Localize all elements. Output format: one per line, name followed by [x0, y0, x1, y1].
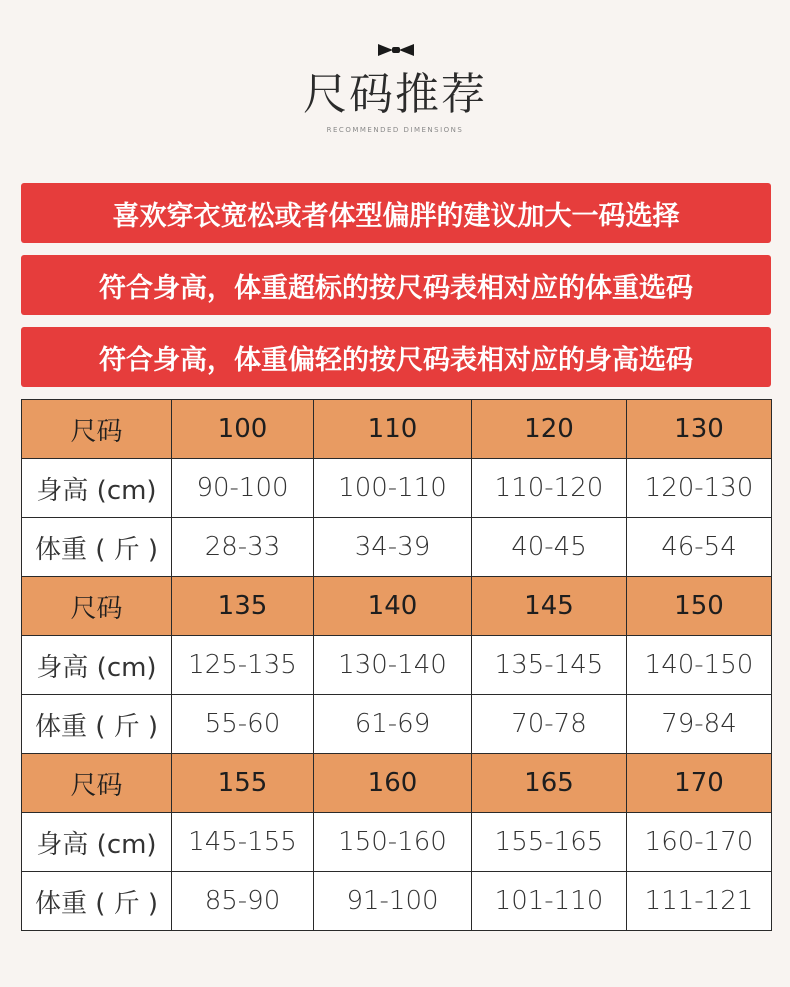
size-row-label: 尺码 [22, 754, 172, 813]
weight-row-label: 体重 ( 斤 ) [22, 518, 172, 577]
height-cell: 110-120 [472, 459, 627, 518]
tip-banner-underweight: 符合身高，体重偏轻的按尺码表相对应的身高选码 [21, 327, 771, 387]
weight-row-label: 体重 ( 斤 ) [22, 695, 172, 754]
size-cell: 165 [472, 754, 627, 813]
size-row-label: 尺码 [22, 400, 172, 459]
weight-cell: 111-121 [627, 872, 772, 931]
size-cell: 145 [472, 577, 627, 636]
weight-row-label: 体重 ( 斤 ) [22, 872, 172, 931]
weight-cell: 85-90 [172, 872, 314, 931]
weight-row [22, 518, 772, 577]
size-row [22, 577, 772, 636]
height-cell: 140-150 [627, 636, 772, 695]
size-row [22, 400, 772, 459]
weight-cell: 61-69 [314, 695, 472, 754]
weight-cell: 28-33 [172, 518, 314, 577]
height-row-label: 身高 (cm) [22, 459, 172, 518]
size-cell: 130 [627, 400, 772, 459]
height-row [22, 459, 772, 518]
size-cell: 170 [627, 754, 772, 813]
height-cell: 100-110 [314, 459, 472, 518]
size-row [22, 754, 772, 813]
page-subtitle: RECOMMENDED DIMENSIONS [326, 126, 464, 134]
height-row-label: 身高 (cm) [22, 813, 172, 872]
size-cell: 110 [314, 400, 472, 459]
height-cell: 150-160 [314, 813, 472, 872]
height-cell: 155-165 [472, 813, 627, 872]
size-row-label: 尺码 [22, 577, 172, 636]
height-row [22, 636, 772, 695]
height-row [22, 813, 772, 872]
size-cell: 140 [314, 577, 472, 636]
size-cell: 120 [472, 400, 627, 459]
height-cell: 125-135 [172, 636, 314, 695]
weight-cell: 46-54 [627, 518, 772, 577]
size-cell: 100 [172, 400, 314, 459]
bowtie-icon [378, 42, 414, 58]
weight-row [22, 872, 772, 931]
size-cell: 150 [627, 577, 772, 636]
weight-cell: 91-100 [314, 872, 472, 931]
weight-cell: 55-60 [172, 695, 314, 754]
height-cell: 130-140 [314, 636, 472, 695]
weight-cell: 79-84 [627, 695, 772, 754]
weight-row [22, 695, 772, 754]
page-title: 尺码推荐 [303, 69, 487, 120]
height-cell: 90-100 [172, 459, 314, 518]
height-cell: 160-170 [627, 813, 772, 872]
height-cell: 135-145 [472, 636, 627, 695]
weight-cell: 70-78 [472, 695, 627, 754]
weight-cell: 34-39 [314, 518, 472, 577]
tip-banner-loose-fit: 喜欢穿衣宽松或者体型偏胖的建议加大一码选择 [21, 183, 771, 243]
weight-cell: 40-45 [472, 518, 627, 577]
tip-banner-overweight: 符合身高，体重超标的按尺码表相对应的体重选码 [21, 255, 771, 315]
size-cell: 135 [172, 577, 314, 636]
size-chart-table [21, 399, 772, 931]
height-cell: 120-130 [627, 459, 772, 518]
height-row-label: 身高 (cm) [22, 636, 172, 695]
size-cell: 155 [172, 754, 314, 813]
height-cell: 145-155 [172, 813, 314, 872]
size-cell: 160 [314, 754, 472, 813]
weight-cell: 101-110 [472, 872, 627, 931]
